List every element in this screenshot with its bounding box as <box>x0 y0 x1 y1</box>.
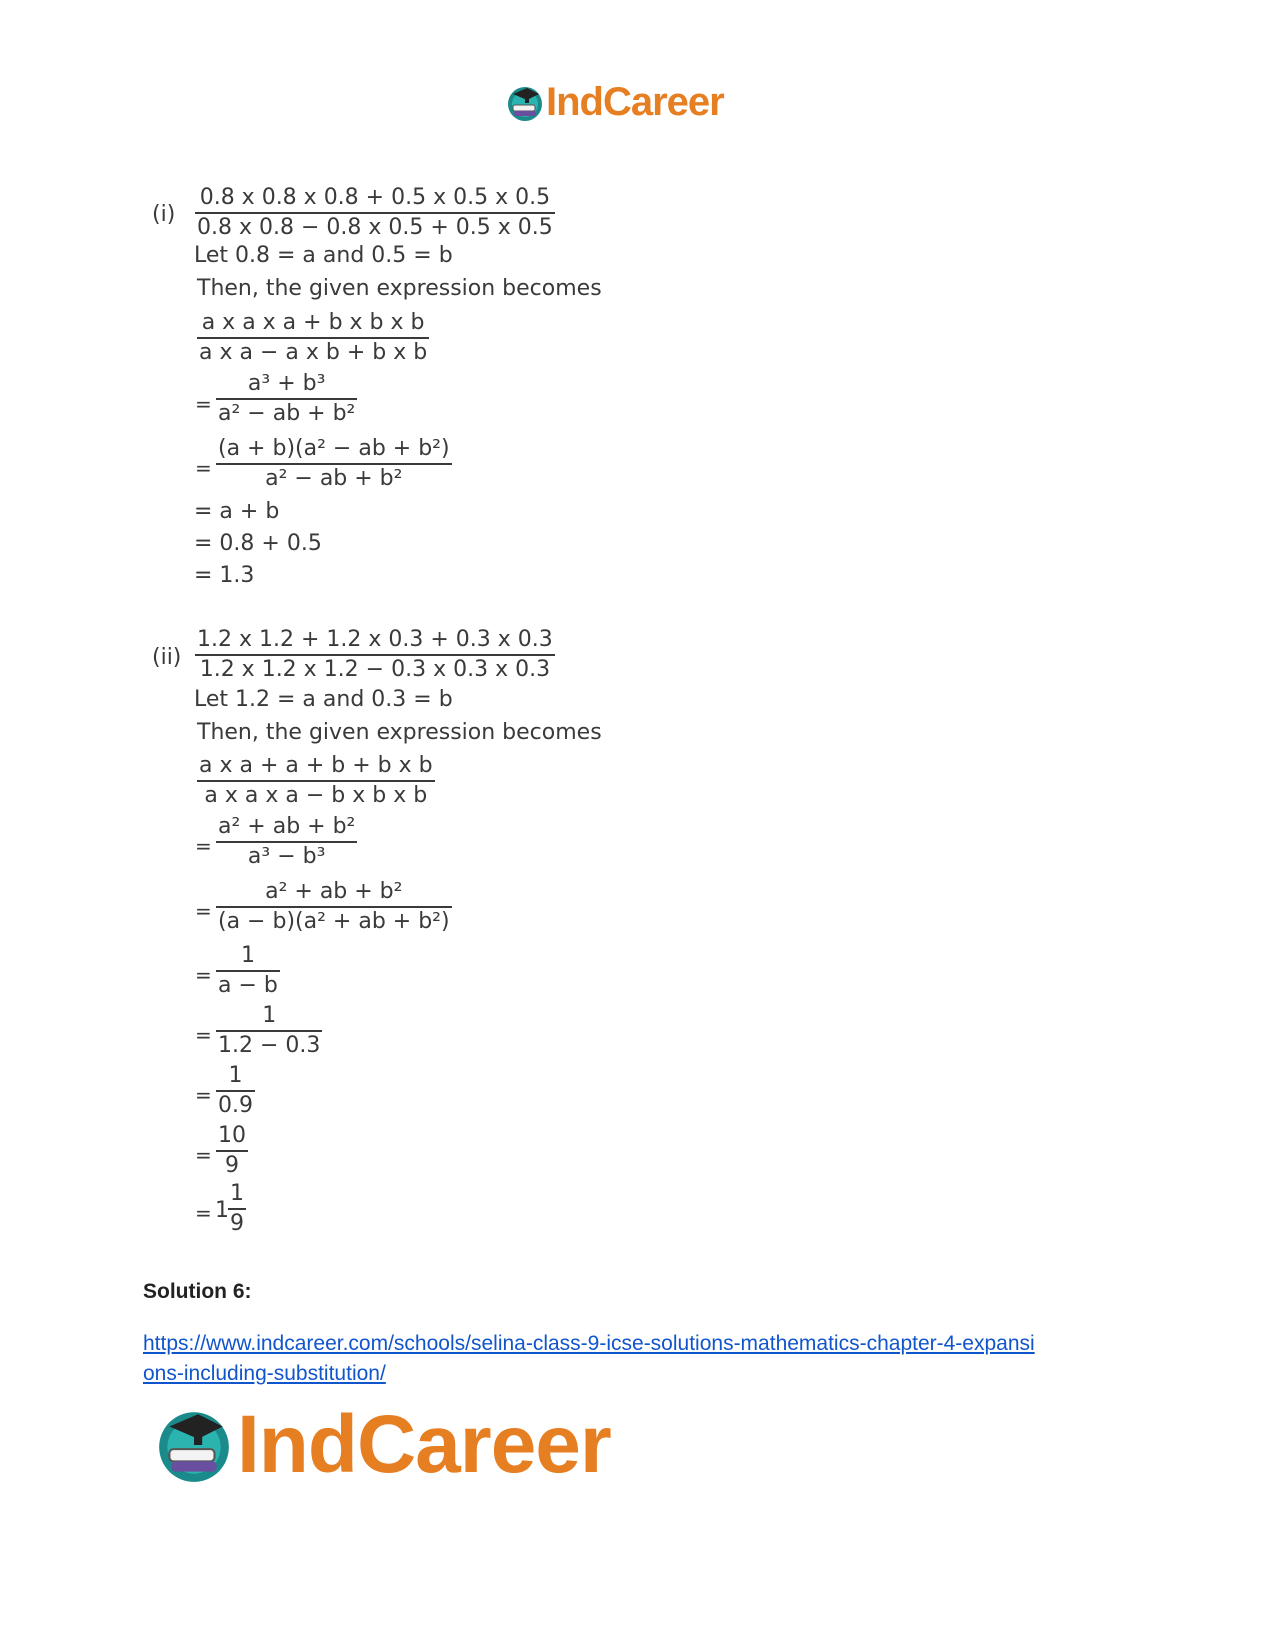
fraction-denominator: a x a x a − b x b x b <box>204 783 428 808</box>
fraction-numerator: 1 <box>240 943 255 968</box>
header-logo <box>505 80 724 125</box>
part-i-step3 <box>216 435 452 493</box>
then-statement: Then, the given expression becomes <box>197 276 602 301</box>
equals-sign: = <box>195 1023 212 1047</box>
link-line-1: https://www.indcareer.com/schools/selina-class-9-icse-solutions-mathematics-chapter-4-expansi <box>143 1332 1035 1355</box>
step-line: = 1.3 <box>194 563 255 588</box>
solution-link[interactable] <box>143 1329 1035 1389</box>
part-ii-step8 <box>228 1180 246 1238</box>
link-line-2: ons-including-substitution/ <box>143 1362 386 1385</box>
fraction-denominator: a³ − b³ <box>247 844 326 869</box>
graduation-book-icon <box>505 83 545 123</box>
part-ii-label: (ii) <box>152 645 182 670</box>
footer-logo <box>153 1398 611 1492</box>
graduation-book-icon <box>153 1404 235 1486</box>
fraction-denominator: a − b <box>218 973 278 998</box>
mixed-number-whole: 1 <box>215 1198 229 1223</box>
part-ii-step1 <box>197 752 435 810</box>
fraction-denominator: (a − b)(a² + ab + b²) <box>218 909 450 934</box>
logo-text: IndCareer <box>237 1399 611 1490</box>
fraction-denominator: 0.8 x 0.8 − 0.8 x 0.5 + 0.5 x 0.5 <box>197 215 553 240</box>
equals-sign: = <box>195 899 212 923</box>
part-ii-step6 <box>216 1062 255 1120</box>
fraction-numerator: 0.8 x 0.8 x 0.8 + 0.5 x 0.5 x 0.5 <box>199 185 551 210</box>
fraction-numerator: 1.2 x 1.2 + 1.2 x 0.3 + 0.3 x 0.3 <box>197 627 553 652</box>
part-ii-step3 <box>216 878 452 936</box>
equals-sign: = <box>195 392 212 416</box>
part-ii-step2 <box>216 813 357 871</box>
fraction-denominator: a² − ab + b² <box>218 401 356 426</box>
fraction-numerator: 1 <box>230 1181 244 1206</box>
part-ii-step5 <box>216 1002 322 1060</box>
part-ii-expression <box>195 626 555 684</box>
equals-sign: = <box>195 1201 212 1225</box>
part-i-label: (i) <box>152 202 176 227</box>
step-line: = 0.8 + 0.5 <box>194 531 322 556</box>
fraction-numerator: (a + b)(a² − ab + b²) <box>218 436 450 461</box>
fraction-numerator: a x a x a + b x b x b <box>201 310 425 335</box>
part-ii-step7 <box>216 1122 248 1180</box>
part-ii-step4 <box>216 942 280 1000</box>
fraction-denominator: 1.2 − 0.3 <box>218 1033 321 1058</box>
part-i-step1 <box>197 309 429 367</box>
let-statement: Let 1.2 = a and 0.3 = b <box>194 687 453 712</box>
solution-heading: Solution 6: <box>143 1280 252 1303</box>
equals-sign: = <box>195 1143 212 1167</box>
equals-sign: = <box>195 1083 212 1107</box>
part-i-step2 <box>216 370 357 428</box>
equals-sign: = <box>195 963 212 987</box>
fraction-denominator: a x a − a x b + b x b <box>199 340 428 365</box>
fraction-numerator: a² + ab + b² <box>218 814 356 839</box>
part-i-expression <box>195 184 555 242</box>
fraction-denominator: 9 <box>230 1211 244 1236</box>
let-statement: Let 0.8 = a and 0.5 = b <box>194 243 453 268</box>
equals-sign: = <box>195 834 212 858</box>
fraction-denominator: 1.2 x 1.2 x 1.2 − 0.3 x 0.3 x 0.3 <box>199 657 551 682</box>
fraction-numerator: 10 <box>218 1123 246 1148</box>
fraction-numerator: a³ + b³ <box>247 371 326 396</box>
fraction-numerator: 1 <box>228 1063 243 1088</box>
fraction-numerator: 1 <box>262 1003 277 1028</box>
fraction-numerator: a² + ab + b² <box>265 879 403 904</box>
then-statement: Then, the given expression becomes <box>197 720 602 745</box>
fraction-numerator: a x a + a + b + b x b <box>199 753 433 778</box>
fraction-denominator: a² − ab + b² <box>265 466 403 491</box>
step-line: = a + b <box>194 499 280 524</box>
equals-sign: = <box>195 456 212 480</box>
fraction-denominator: 9 <box>225 1153 239 1178</box>
fraction-denominator: 0.9 <box>218 1093 253 1118</box>
logo-text: IndCareer <box>546 80 724 124</box>
